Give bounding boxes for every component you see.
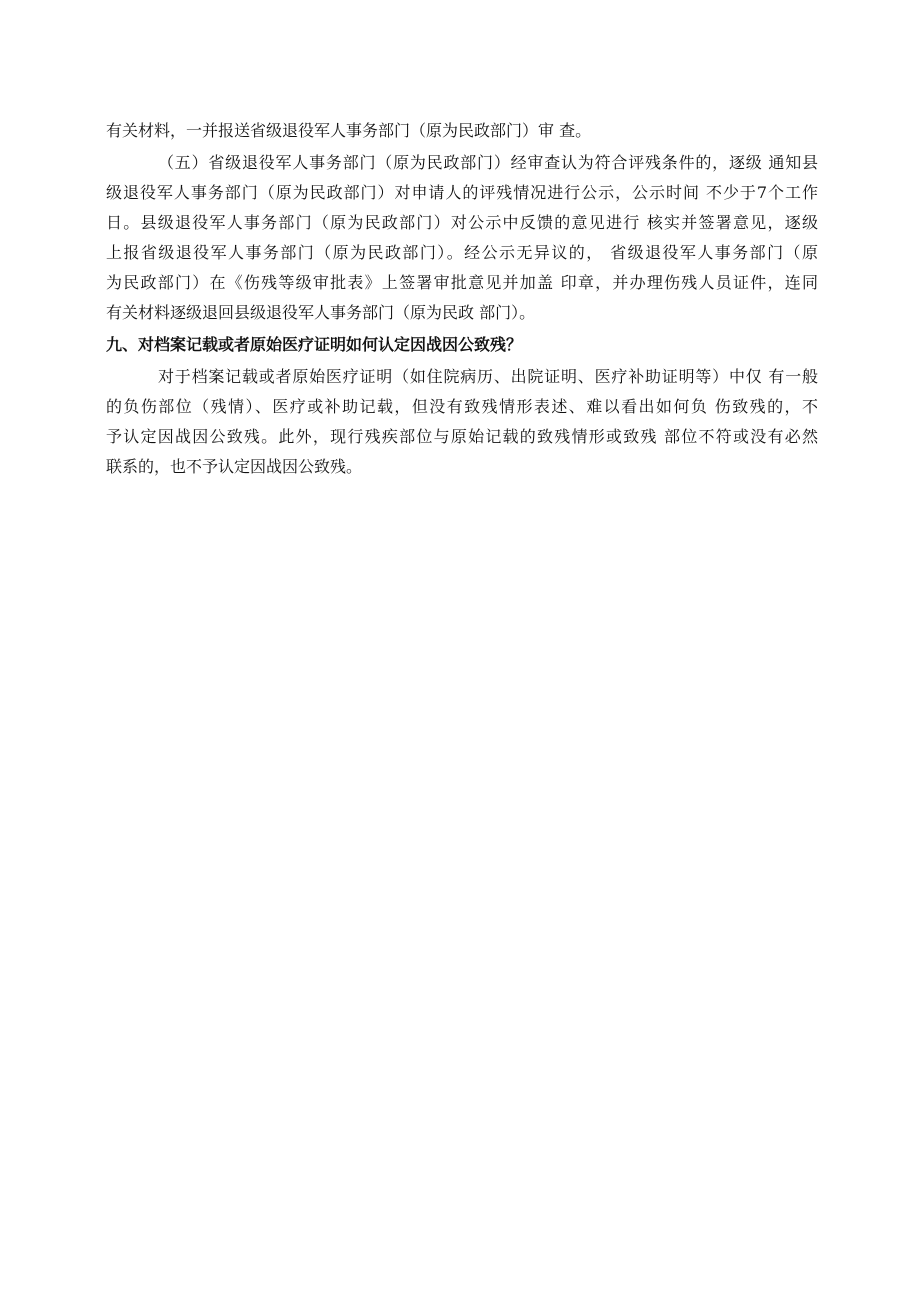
paragraph-line: 级退役军人事务部门（原为民政部门）对申请人的评残情况进行公示，公示时间 不少于7个工作 bbox=[106, 183, 818, 202]
paragraph-line: 为民政部门）在《伤残等级审批表》上签署审批意见并加盖 印章，并办理伤残人员证件，连同 bbox=[106, 273, 818, 292]
section-heading-nine: 九、对档案记载或者原始医疗证明如何认定因战因公致残？ bbox=[106, 335, 523, 354]
paragraph-line: 对于档案记载或者原始医疗证明（如住院病历、出院证明、医疗补助证明等）中仅 有一般 bbox=[158, 367, 818, 386]
document-body bbox=[106, 116, 818, 482]
paragraph-line: 日。县级退役军人事务部门（原为民政部门）对公示中反馈的意见进行 核实并签署意见，逐级 bbox=[106, 213, 818, 232]
paragraph-line: 的负伤部位（残情）、医疗或补助记载，但没有致残情形表述、难以看出如何负 伤致残的，不 bbox=[106, 397, 818, 416]
paragraph-five bbox=[106, 148, 818, 328]
paragraph-line: （五）省级退役军人事务部门（原为民政部门）经审查认为符合评残条件的，逐级 通知县 bbox=[158, 153, 818, 172]
paragraph-line: 联系的，也不予认定因战因公致残。 bbox=[106, 457, 363, 476]
paragraph-line: 上报省级退役军人事务部门（原为民政部门）。经公示无异议的， 省级退役军人事务部门（原 bbox=[106, 243, 818, 262]
paragraph-nine bbox=[106, 362, 818, 482]
paragraph-continuation-line: 有关材料，一并报送省级退役军人事务部门（原为民政部门）审 查。 bbox=[106, 121, 592, 140]
paragraph-line: 予认定因战因公致残。此外，现行残疾部位与原始记载的致残情形或致残 部位不符或没有必然 bbox=[106, 427, 818, 446]
paragraph-line: 有关材料逐级退回县级退役军人事务部门（原为民政 部门）。 bbox=[106, 303, 536, 322]
